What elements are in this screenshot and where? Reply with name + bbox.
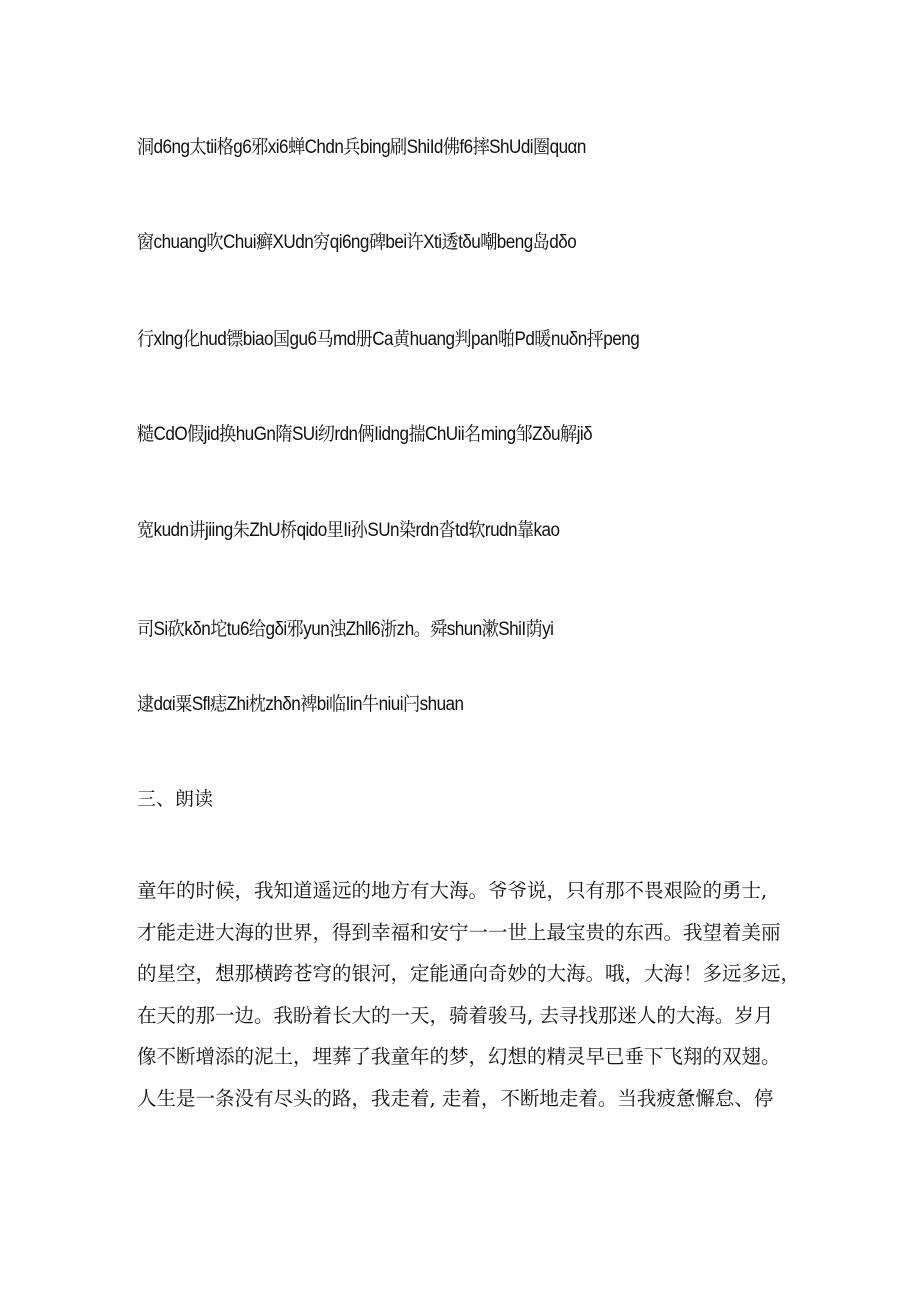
- reading-line: 人生是一条没有尽头的路，我走着, 走着，不断地走着。当我疲惫懈怠、停: [137, 1086, 774, 1110]
- pinyin-line: 窗chuang吹Chui癣XUdn穷qi6ng碑bei许Xti透tδu嘲beng岛dδo: [137, 232, 577, 253]
- pinyin-line: 糙CdO假jid换huGn隋SUi纫rdn俩Iidng揣ChUii名ming邹Zδu解jiδ: [137, 424, 593, 445]
- reading-line: 像不断增添的泥土，埋葬了我童年的梦，幻想的精灵早已垂下飞翔的双翅。: [137, 1045, 781, 1068]
- pinyin-line: 司Si砍kδn坨tu6给gδi邪yun浊Zhll6浙zh。舜shun漱ShiI荫yi: [137, 619, 554, 640]
- reading-line: 在天的那一边。我盼着长大的一天，骑着骏马, 去寻找那迷人的大海。岁月: [137, 1003, 774, 1027]
- reading-line: 的星空，想那横跨苍穹的银河，定能通向奇妙的大海。哦，大海！多远多远，: [137, 962, 801, 985]
- pinyin-line: 洞d6ng太tii格g6邪xi6蝉Chdn兵bing刷ShiId佛f6摔ShUdi圈quαn: [137, 137, 586, 158]
- reading-line: 才能走进大海的世界，得到幸福和安宁一一世上最宝贵的东西。我望着美丽: [137, 920, 781, 944]
- section-heading: 三、朗读: [137, 788, 214, 810]
- pinyin-line: 宽kudn讲jiing朱ZhU桥qido里Ii孙SUn染rdn沓td软rudn靠kao: [137, 520, 560, 541]
- pinyin-line: 逮dαi粟Sfl痣Zhi枕zhδn裨bi临Iin牛niui闩shuan: [137, 694, 464, 715]
- pinyin-line: 行xlng化hud镖biao国gu6马md册Ca黄huang判pan啪Pd暖nuδn抨peng: [137, 329, 640, 350]
- reading-line: 童年的时候，我知道遥远的地方有大海。爷爷说，只有那不畏艰险的勇士,: [137, 879, 768, 902]
- reading-passage: [137, 875, 801, 1124]
